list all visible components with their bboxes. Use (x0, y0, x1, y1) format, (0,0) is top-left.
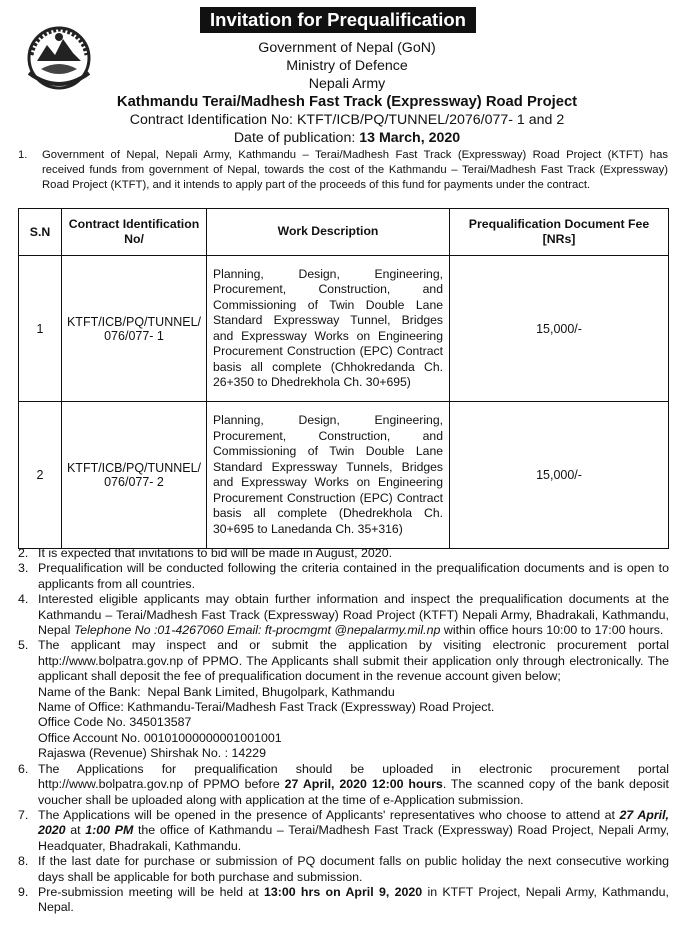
row-contract: KTFT/ICB/PQ/TUNNEL/ 076/077- 2 (62, 402, 207, 549)
bank-name: Name of the Bank: Nepal Bank Limited, Bhugolpark, Kathmandu (38, 684, 395, 699)
gov-line: Government of Nepal (GoN) (258, 40, 436, 56)
list-item (18, 761, 673, 808)
item-number: 8. (18, 854, 29, 869)
notice-title: Invitation for Prequalification (200, 7, 476, 33)
item-text: Prequalification will be conducted following the criteria contained in the prequalification documents and is open to applicants from all countries. (38, 561, 673, 591)
item-text: The Applications will be opened in the presence of Applicants' representatives who choose to attend at (38, 807, 620, 822)
office-account: Office Account No. 00101000000001001001 (38, 730, 282, 745)
deadline: 27 April, 2020 12:00 hours (284, 777, 443, 792)
revenue-heading: Rajaswa (Revenue) Shirshak No. : 14229 (38, 746, 266, 761)
item-text-end: in KTFT Project, Nepali Army, Kathmandu, Nepal. (38, 884, 673, 915)
item-number: 6. (18, 761, 29, 776)
item-text: The Applications for prequalification should be uploaded in electronic procurement portal http://www.bolpatra.gov.np of PPMO before (38, 761, 673, 792)
row-work: Planning, Design, Engineering, Procurement, Construction, and Commissioning of Twin Double Lane Standard Expressway Tunnel, Bridges and Expressway Works on Engineering Procurement Construction (EPC) Contract basis all complete (Chhokredanda Ch. 26+350 to Dhedrekhola Ch. 30+695) (207, 256, 450, 402)
meeting-time: 13:00 hrs on April 9, 2020 (263, 884, 423, 899)
list-item (18, 638, 673, 761)
row-sn: 2 (19, 402, 62, 549)
row-contract: KTFT/ICB/PQ/TUNNEL/ 076/077- 1 (62, 256, 207, 402)
contract-id-line (0, 112, 694, 128)
item-text: Pre-submission meeting will be held at (38, 884, 264, 899)
contact-info: Telephone No :01-4267060 Email: ft-procmgmt @nepalarmy.mil.np (73, 623, 441, 638)
item-text: If the last date for purchase or submission of PQ document falls on public holiday the next consecutive working days shall be applicable for both purchase and submission. (38, 854, 673, 884)
item-text: Interested eligible applicants may obtain further information and inspect the prequalification documents at the Kathmandu – Terai/Madhesh Fast Track (Expressway) Road Project (KTFT) Nepali Army, Bhadrakali, Kathmandu, Nepal (38, 592, 673, 638)
table-row (19, 402, 669, 549)
item-text-end: within office hours 10:00 to 17:00 hours. (440, 623, 664, 638)
list-item (18, 546, 669, 561)
publication-date-line (0, 130, 694, 146)
table-row (19, 256, 669, 402)
ministry-line: Ministry of Defence (286, 58, 408, 74)
list-item (18, 807, 673, 854)
item-number: 3. (18, 561, 29, 576)
list-item (18, 884, 673, 916)
item-text-end: . The scanned copy of the bank deposit voucher shall be uploaded along with application at the time of e-Application submission. (38, 777, 673, 807)
list-item (18, 561, 673, 592)
paragraph-1 (18, 148, 668, 194)
item-number: 2. (18, 546, 29, 560)
item-number: 5. (18, 638, 29, 653)
header-fee: Prequalification Document Fee [NRs] (450, 209, 669, 256)
notice-items (18, 546, 673, 916)
item-number: 4. (18, 592, 29, 607)
header-contract: Contract Identification No/ (62, 209, 207, 256)
office-name: Name of Office: Kathmandu-Terai/Madhesh Fast Track (Expressway) Road Project. (38, 700, 495, 715)
item-text: It is expected that invitations to bid will be made in August, 2020. (38, 546, 393, 560)
office-code: Office Code No. 345013587 (38, 715, 192, 730)
row-work: Planning, Design, Engineering, Procurement, Construction, and Commissioning of Twin Double Lane Standard Expressway Tunnels, Bridges and Expressway Works on Engineering Procurement Construction (EPC) Contract basis all complete (Dhedrekhola Ch. 30+695 to Lanedanda Ch. 35+316) (207, 402, 450, 549)
contracts-table (18, 208, 669, 549)
item-text-mid: at (65, 823, 86, 838)
paragraph-number: 1. (18, 149, 28, 161)
contract-id-value: KTFT/ICB/PQ/TUNNEL/2076/077- 1 and 2 (296, 112, 565, 128)
header-work: Work Description (207, 209, 450, 256)
header-sn: S.N (19, 209, 62, 256)
opening-date: 27 April, 2020 (38, 807, 669, 838)
item-number: 7. (18, 807, 29, 822)
paragraph-text: Government of Nepal, Nepali Army, Kathmandu – Terai/Madhesh Fast Track (Expressway) Road Project (KTFT) has received funds from government of Nepal, towards the cost of the Kathmandu – Terai/Madhesh Fast Track (Expressway) Road Project (KTFT), and it intends to apply part of the proceeds of this fund for payments under the contract. (42, 149, 668, 192)
item-text-end: the office of Kathmandu – Terai/Madhesh Fast Track (Expressway) Road Project, Nepali Army, Headquater, Bhadrakali, Kathmandu. (38, 823, 673, 853)
item-number: 9. (18, 884, 29, 899)
row-fee: 15,000/- (450, 256, 669, 402)
publication-date-value: 13 March, 2020 (359, 130, 461, 146)
army-line: Nepali Army (308, 76, 386, 92)
opening-time: 1:00 PM (85, 823, 134, 838)
table-header-row (19, 209, 669, 256)
publication-date-label: Date of publication: (233, 130, 360, 146)
item-text: The applicant may inspect and or submit the application by visiting electronic procurement portal http://www.bolpatra.gov.np of PPMO. The Applicants shall submit their application only through electronically. The applicant shall deposit the fee of prequalification document in the revenue account given below; (38, 638, 673, 684)
list-item (18, 592, 673, 638)
row-sn: 1 (19, 256, 62, 402)
list-item (18, 854, 673, 885)
row-fee: 15,000/- (450, 402, 669, 549)
project-title: Kathmandu Terai/Madhesh Fast Track (Expressway) Road Project (116, 94, 578, 110)
contract-id-label: Contract Identification No: (129, 112, 297, 128)
